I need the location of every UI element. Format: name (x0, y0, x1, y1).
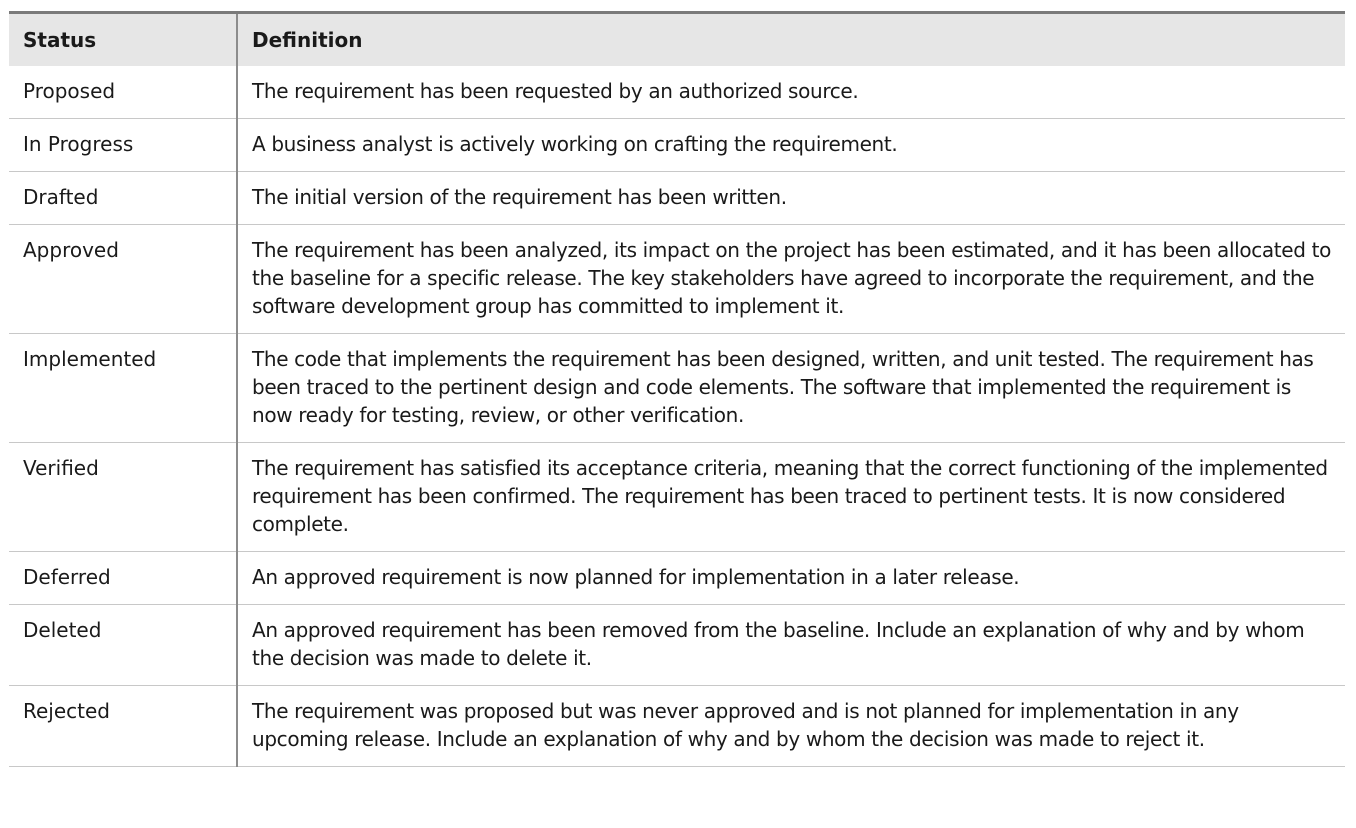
definition-cell: The requirement has satisfied its acceptance criteria, meaning that the correct functioning of the implemented requirement has been confirmed. The requirement has been traced to pertinent tests. It is now considered complete. (237, 443, 1345, 552)
definition-cell: The requirement was proposed but was never approved and is not planned for implementation in any upcoming release. Include an explanation of why and by whom the decision was made to reject it. (237, 686, 1345, 767)
table-row (9, 334, 1345, 443)
column-header-definition: Definition (237, 13, 1345, 67)
status-cell: Drafted (9, 172, 237, 225)
status-cell: Verified (9, 443, 237, 552)
table-row (9, 443, 1345, 552)
table-row (9, 605, 1345, 686)
status-definition-table (9, 11, 1345, 767)
status-cell: Proposed (9, 66, 237, 119)
definition-cell: The requirement has been analyzed, its impact on the project has been estimated, and it has been allocated to the baseline for a specific release. The key stakeholders have agreed to incorporate the requirement, and the software development group has committed to implement it. (237, 225, 1345, 334)
definition-cell: The initial version of the requirement has been written. (237, 172, 1345, 225)
status-cell: Deleted (9, 605, 237, 686)
definition-cell: An approved requirement is now planned for implementation in a later release. (237, 552, 1345, 605)
status-cell: Rejected (9, 686, 237, 767)
column-header-status: Status (9, 13, 237, 67)
table-row (9, 686, 1345, 767)
definition-cell: The requirement has been requested by an authorized source. (237, 66, 1345, 119)
table-row (9, 119, 1345, 172)
status-cell: Approved (9, 225, 237, 334)
table-header-row (9, 13, 1345, 67)
status-cell: Implemented (9, 334, 237, 443)
definition-cell: An approved requirement has been removed from the baseline. Include an explanation of why and by whom the decision was made to delete it. (237, 605, 1345, 686)
table-row (9, 225, 1345, 334)
definition-cell: The code that implements the requirement has been designed, written, and unit tested. The requirement has been traced to the pertinent design and code elements. The software that implemented the requirement is now ready for testing, review, or other verification. (237, 334, 1345, 443)
status-cell: Deferred (9, 552, 237, 605)
table-row (9, 172, 1345, 225)
table-row (9, 552, 1345, 605)
status-cell: In Progress (9, 119, 237, 172)
definition-cell: A business analyst is actively working on crafting the requirement. (237, 119, 1345, 172)
status-definition-table-container (9, 11, 1345, 767)
table-row (9, 66, 1345, 119)
